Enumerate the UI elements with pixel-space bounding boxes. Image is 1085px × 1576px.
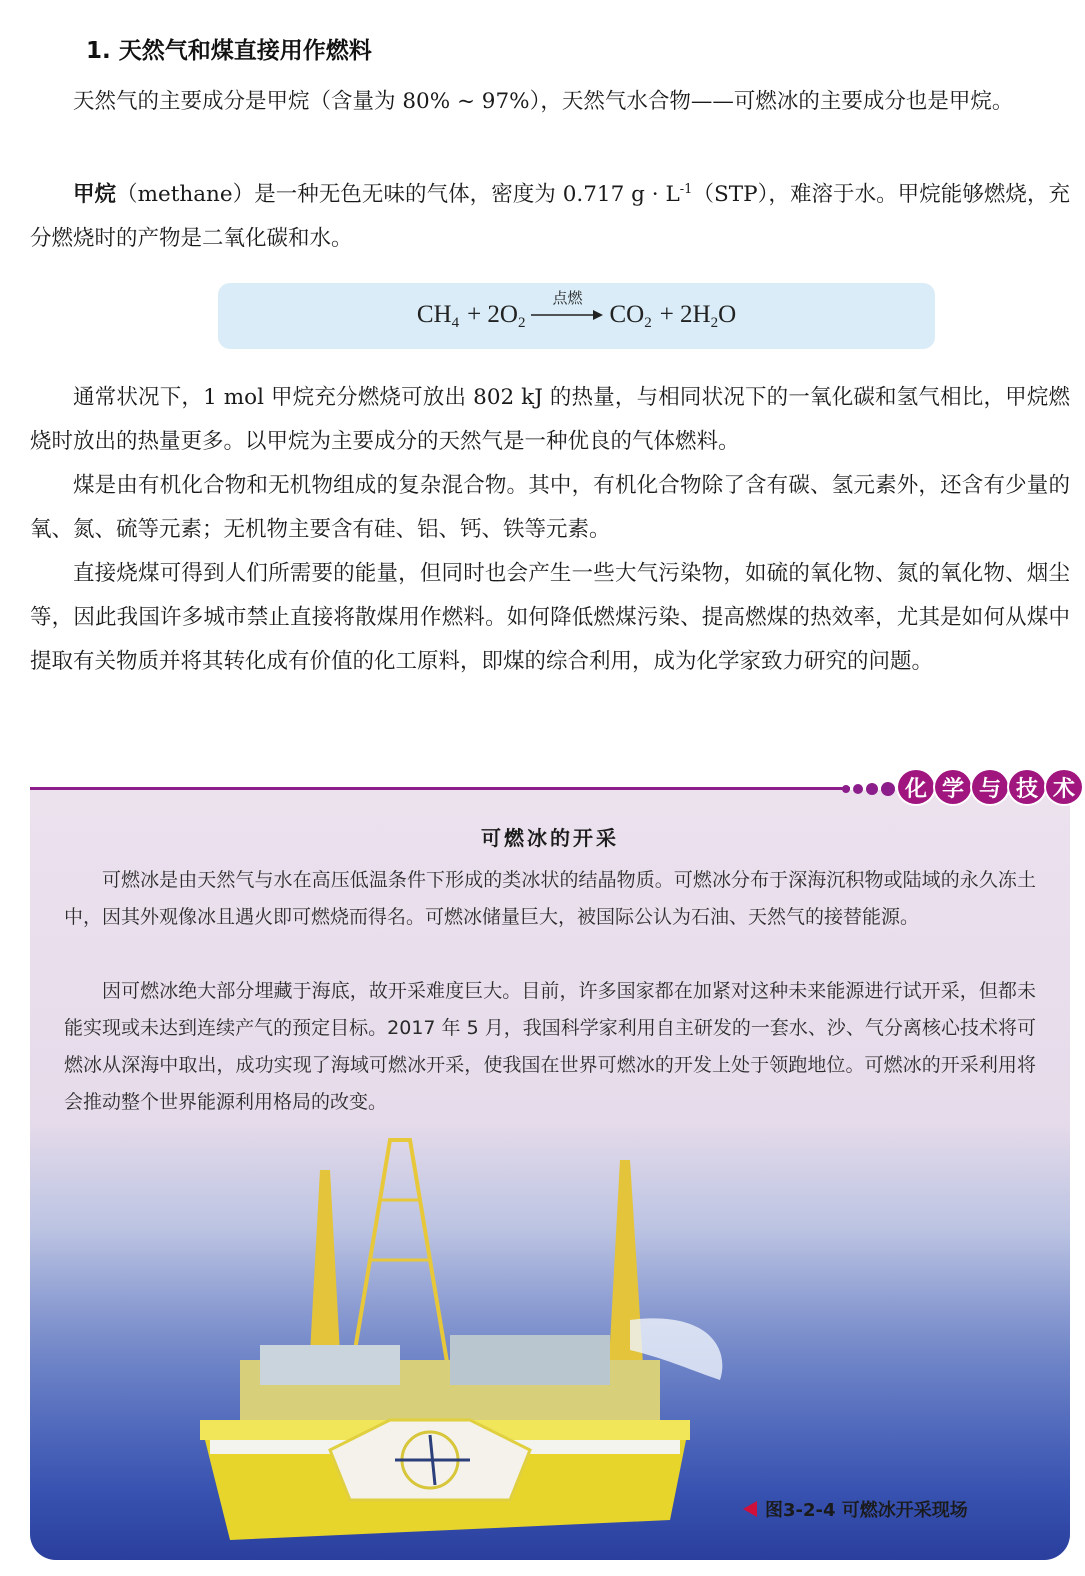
superscript-minus-one: -1 <box>679 182 693 197</box>
caption-arrow-icon <box>743 1501 757 1517</box>
tag-char: 技 <box>1007 768 1047 806</box>
eq-h2o: + $2H_2O$ <box>659 300 737 331</box>
feature-box-paragraph-2: 因可燃冰绝大部分埋藏于海底，故开采难度巨大。目前，许多国家都在加紧对这种未来能源进行试开采，但都未能实现或未达到连续产气的预定目标。2017 年 5 月，我国科学家利用自主研发的一套水、沙、气分离核心技术将可燃冰从深海中取出，成功实现了海域可燃冰开采，使我国在世界可燃冰的开发上处于领跑地位。可燃冰的开采利用将会推动整个世界能源利用格局的改变。 <box>64 980 1036 1113</box>
eq-o2: + $2O_2$ <box>467 300 526 331</box>
caption-text: 图3-2-4 可燃冰开采现场 <box>765 1500 968 1521</box>
eq-co2: $CO_2$ <box>609 300 652 331</box>
offshore-platform-photo <box>30 1120 1070 1560</box>
section-heading: 1. 天然气和煤直接用作燃料 <box>86 38 372 64</box>
decorative-dots-icon <box>840 780 900 798</box>
reaction-arrow <box>531 289 603 329</box>
feature-box-combustible-ice <box>30 790 1070 1560</box>
methane-text-1: （methane）是一种无色无味的气体，密度为 0.717 g · L <box>116 182 680 208</box>
tag-char: 化 <box>896 768 936 806</box>
term-methane: 甲烷 <box>73 182 117 208</box>
tag-char: 学 <box>933 768 973 806</box>
equation-box <box>218 283 935 349</box>
section-tag-chem-tech <box>896 768 1085 806</box>
methane-text-2: （STP），难溶于水。甲烷能够燃烧，充分燃烧时的产物是二氧化碳和水。 <box>30 182 1070 252</box>
feature-box-paragraph-1: 可燃冰是由天然气与水在高压低温条件下形成的类冰状的结晶物质。可燃冰分布于深海沉积物或陆域的永久冻土中，因其外观像冰且遇火即可燃烧而得名。可燃冰储量巨大，被国际公认为石油、天然气的接替能源。 <box>64 869 1036 928</box>
eq-ch4: $CH_4$ <box>416 300 460 331</box>
paragraph-coal: 煤是由有机化合物和无机物组成的复杂混合物。其中，有机化合物除了含有碳、氢元素外，还含有少量的氧、氮、硫等元素；无机物主要含有硅、铝、钙、铁等元素。 <box>30 473 1070 542</box>
box-top-rule <box>30 787 850 790</box>
paragraph-methane-heat: 通常状况下，1 mol 甲烷充分燃烧可放出 802 kJ 的热量，与相同状况下的一氧化碳和氢气相比，甲烷燃烧时放出的热量更多。以甲烷为主要成分的天然气是一种优良的气体燃料。 <box>30 385 1070 454</box>
figure-caption <box>743 1496 968 1522</box>
arrow-icon <box>531 309 603 321</box>
reaction-condition: 点燃 <box>552 289 583 307</box>
feature-box-title: 可燃冰的开采 <box>481 826 619 850</box>
tag-char: 与 <box>970 768 1010 806</box>
tag-char: 术 <box>1044 768 1084 806</box>
paragraph-coal-usage: 直接烧煤可得到人们所需要的能量，但同时也会产生一些大气污染物，如硫的氧化物、氮的氧化物、烟尘等，因此我国许多城市禁止直接将散煤用作燃料。如何降低燃煤污染、提高燃煤的热效率，尤其是如何从煤中提取有关物质并将其转化成有价值的化工原料，即煤的综合利用，成为化学家致力研究的问题。 <box>30 561 1070 674</box>
paragraph-methane <box>30 168 1070 261</box>
paragraph-natural-gas: 天然气的主要成分是甲烷（含量为 80% ~ 97%），天然气水合物——可燃冰的主要成分也是甲烷。 <box>73 89 1014 114</box>
